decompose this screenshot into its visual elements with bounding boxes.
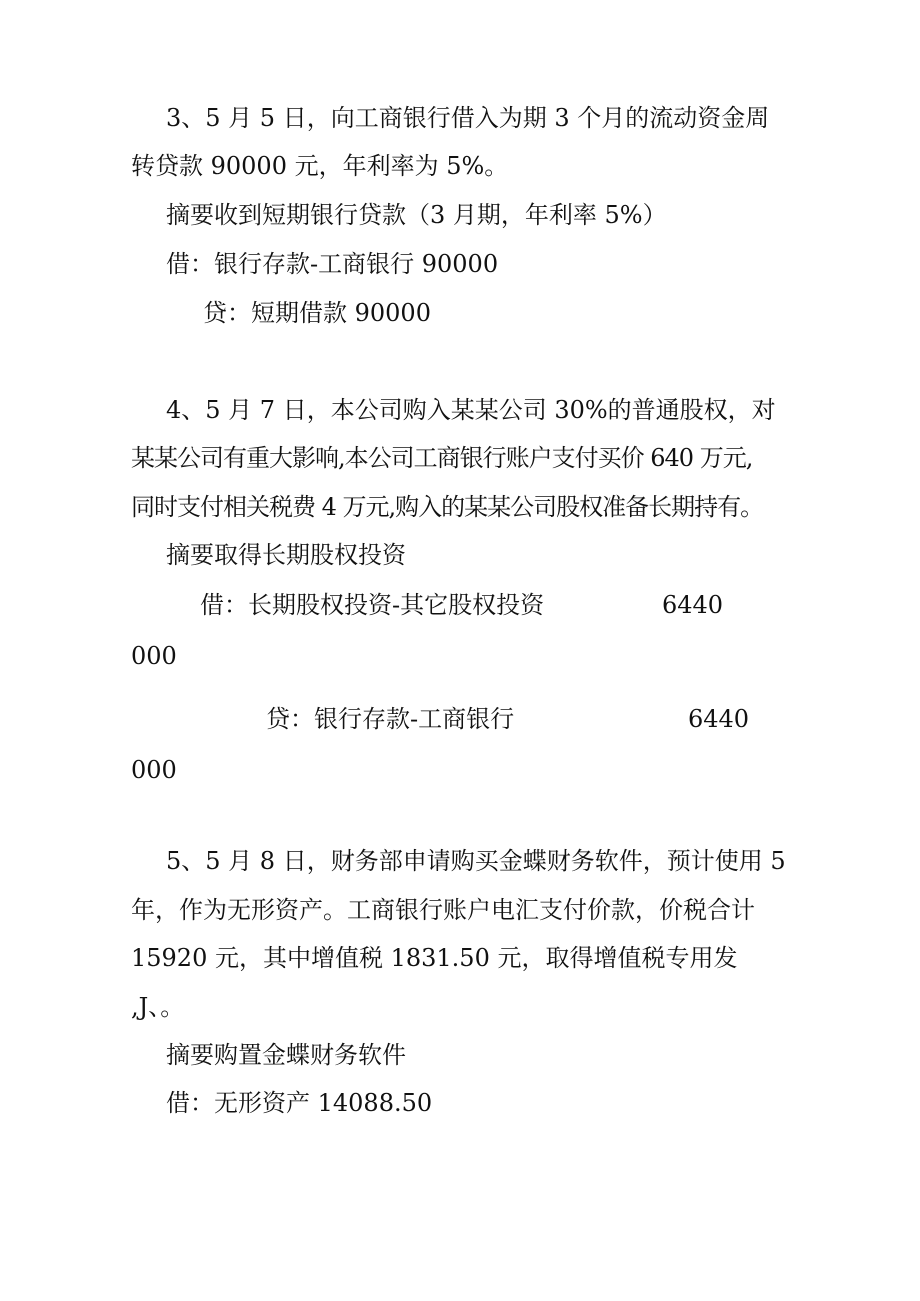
entry5-line-1: 5、5 月 8 日，财务部申请购买金蝶财务软件，预计使用 5 [166,847,786,875]
entry4-debit-amount-part1: 6440 [662,591,724,619]
entry4-credit-amount-part2: 000 [131,756,177,784]
entry4-debit-label: 借：长期股权投资-其它股权投资 [200,591,545,619]
entry4-summary: 摘要取得长期股权投资 [166,541,406,569]
entry5-summary: 摘要购置金蝶财务软件 [166,1041,406,1069]
entry5-line-4: ,J、。 [131,993,185,1021]
entry4-credit-amount-part1: 6440 [688,705,750,733]
entry3-debit: 借：银行存款-工商银行 90000 [166,250,499,278]
entry4-line-1: 4、5 月 7 日，本公司购入某某公司 30%的普通股权，对 [166,396,776,424]
entry5-line-2: 年，作为无形资产。工商银行账户电汇支付价款，价税合计 [131,896,755,924]
entry5-debit: 借：无形资产 14088.50 [166,1089,433,1117]
entry3-line-1: 3、5 月 5 日，向工商银行借入为期 3 个月的流动资金周 [166,104,770,132]
entry4-line-3: 同时支付相关税费 4 万元,购入的某某公司股权准备长期持有。 [131,493,764,521]
entry4-credit-label: 贷：银行存款-工商银行 [266,705,515,733]
entry3-credit: 贷：短期借款 90000 [203,299,431,327]
entry4-debit-amount-part2: 000 [131,642,177,670]
entry5-line-3: 15920 元，其中增值税 1831.50 元，取得增值税专用发 [131,944,738,972]
entry4-line-2: 某某公司有重大影响,本公司工商银行账户支付买价 640 万元, [131,444,753,472]
entry3-line-2: 转贷款 90000 元，年利率为 5%。 [131,152,509,180]
entry3-summary: 摘要收到短期银行贷款（3 月期，年利率 5%） [166,201,667,229]
